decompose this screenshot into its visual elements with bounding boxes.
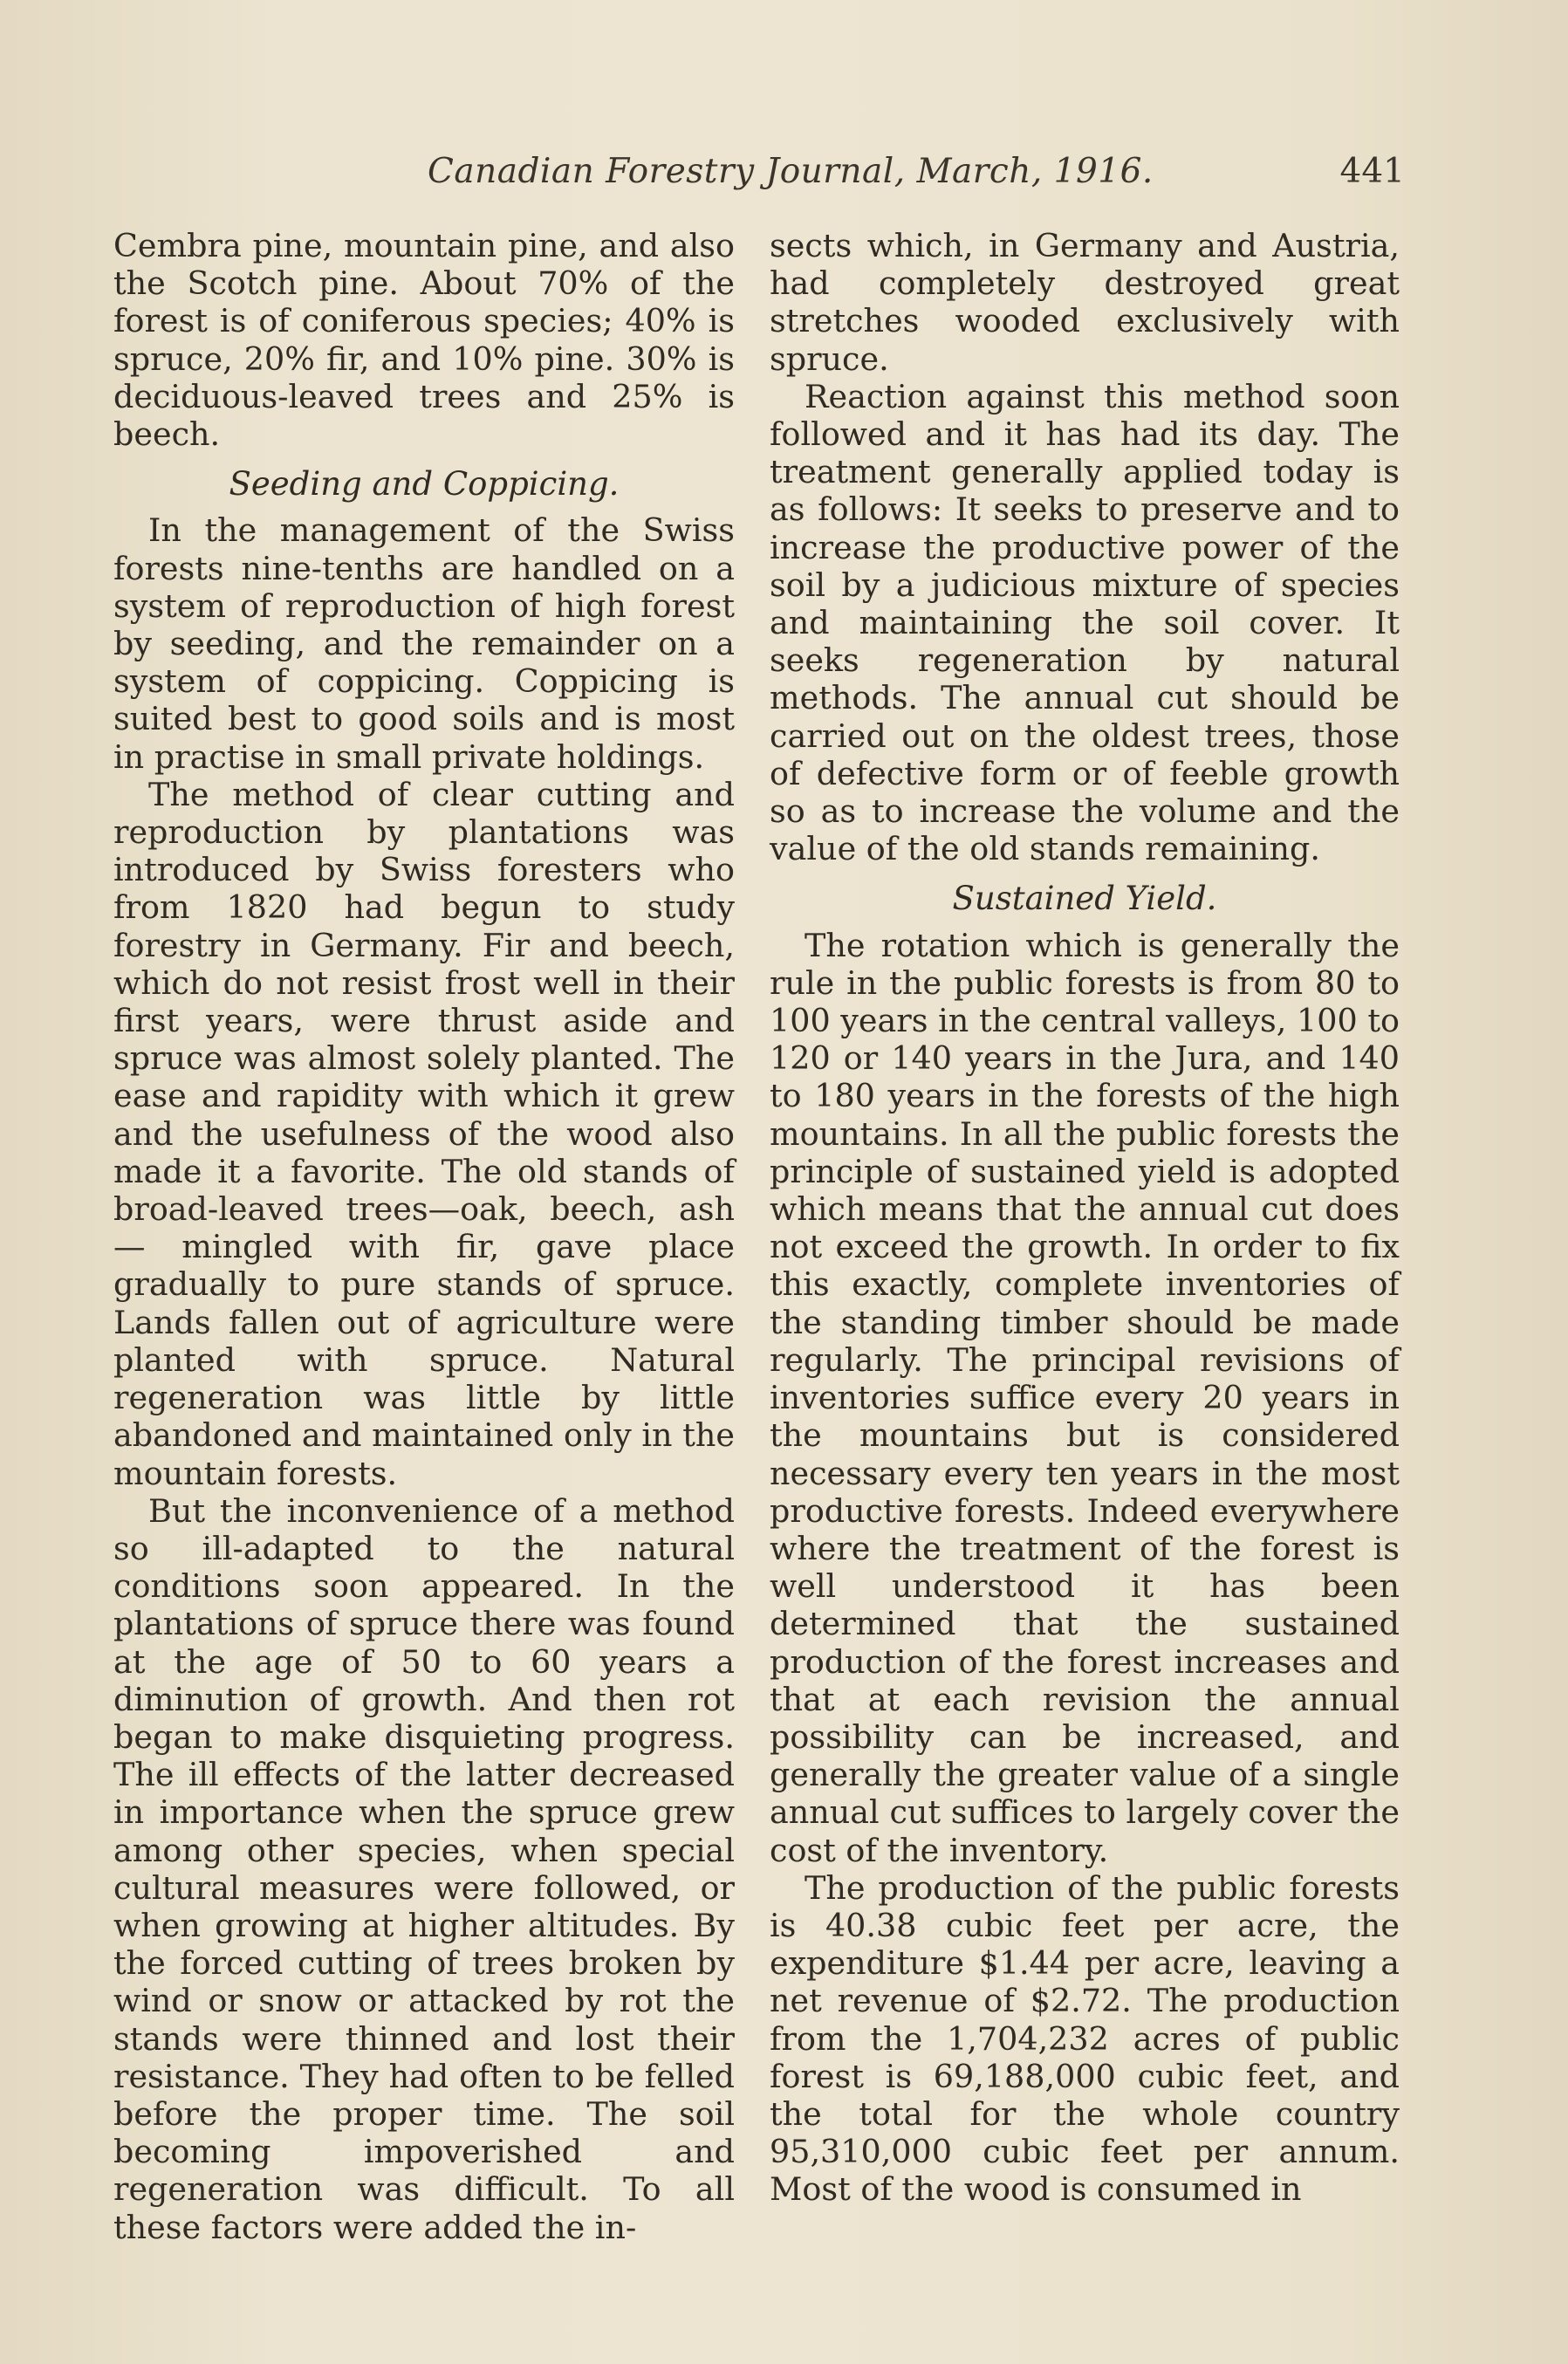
left-paragraph-2: In the management of the Swiss forests nine-tenths are handled on a system of reproduction of high forest by seeding, and the remainder on a system of coppicing. Coppicing is suited best to good soils and is most in practise in small private holdings. <box>113 511 735 776</box>
right-paragraph-4: The production of the public forests is 40.38 cubic feet per acre, the expenditure $1.44 per acre, leaving a net revenue of $2.72. The production from the 1,704,232 acres of public forest is 69,188,000 cubic feet, and the total for the whole country 95,310,000 cubic feet per annum. Most of the wood is consumed in <box>770 1868 1400 2209</box>
running-head <box>419 148 1405 201</box>
right-paragraph-2: Reaction against this method soon followed and it has had its day. The treatment generally applied today is as follows: It seeks to preserve and to increase the productive power of the soil by a judicious mixture of species and maintaining the soil cover. It seeks regeneration by natural methods. The annual cut should be carried out on the oldest trees, those of defective form or of feeble growth so as to increase the volume and the value of the old stands remaining. <box>770 377 1400 868</box>
section-heading-seeding-coppicing: Seeding and Coppicing. <box>229 465 620 504</box>
right-paragraph-1: sects which, in Germany and Austria, had completely destroyed great stretches wooded exclusively with spruce. <box>770 227 1400 378</box>
page-number: 441 <box>1339 152 1405 191</box>
section-heading-sustained-yield: Sustained Yield. <box>952 880 1217 918</box>
left-paragraph-3: The method of clear cutting and reproduction by plantations was introduced by Swiss foresters who from 1820 had begun to study forestry in Germany. Fir and beech, which do not resist frost well in their first years, were thrust aside and spruce was almost solely planted. The ease and rapidity with which it grew and the usefulness of the wood also made it a favorite. The old stands of broad-leaved trees—oak, beech, ash — mingled with fir, gave place gradually to pure stands of spruce. Lands fallen out of agriculture were planted with spruce. Natural regeneration was little by little abandoned and maintained only in the mountain forests. <box>113 775 735 1492</box>
right-column <box>770 227 1400 2209</box>
right-paragraph-3: The rotation which is generally the rule in the public forests is from 80 to 100 years in the central valleys, 100 to 120 or 140 years in the Jura, and 140 to 180 years in the forests of the high mountains. In all the public forests the principle of sustained yield is adopted which means that the annual cut does not exceed the growth. In order to fix this exactly, complete inventories of the standing timber should be made regularly. The principal revisions of inventories suffice every 20 years in the mountains but is considered necessary every ten years in the most productive forests. Indeed everywhere where the treatment of the forest is well understood it has been determined that the sustained production of the forest increases and that at each revision the annual possibility can be increased, and generally the greater value of a single annual cut suffices to largely cover the cost of the inventory. <box>770 926 1400 1869</box>
left-paragraph-4: But the inconvenience of a method so ill-adapted to the natural conditions soon appeared. In the plantations of spruce there was found at the age of 50 to 60 years a diminution of growth. And then rot began to make disquieting progress. The ill effects of the latter decreased in importance when the spruce grew among other species, when special cultural measures were followed, or when growing at higher altitudes. By the forced cutting of trees broken by wind or snow or attacked by rot the stands were thinned and lost their resistance. They had often to be felled before the proper time. The soil becoming impoverished and regeneration was difficult. To all these factors were added the in- <box>113 1491 735 2246</box>
left-column <box>113 227 735 2246</box>
left-paragraph-1: Cembra pine, mountain pine, and also the Scotch pine. About 70% of the forest is of coniferous species; 40% is spruce, 20% fir, and 10% pine. 30% is deciduous-leaved trees and 25% is beech. <box>113 227 735 454</box>
journal-title: Canadian Forestry Journal, March, 1916. <box>428 152 1154 191</box>
